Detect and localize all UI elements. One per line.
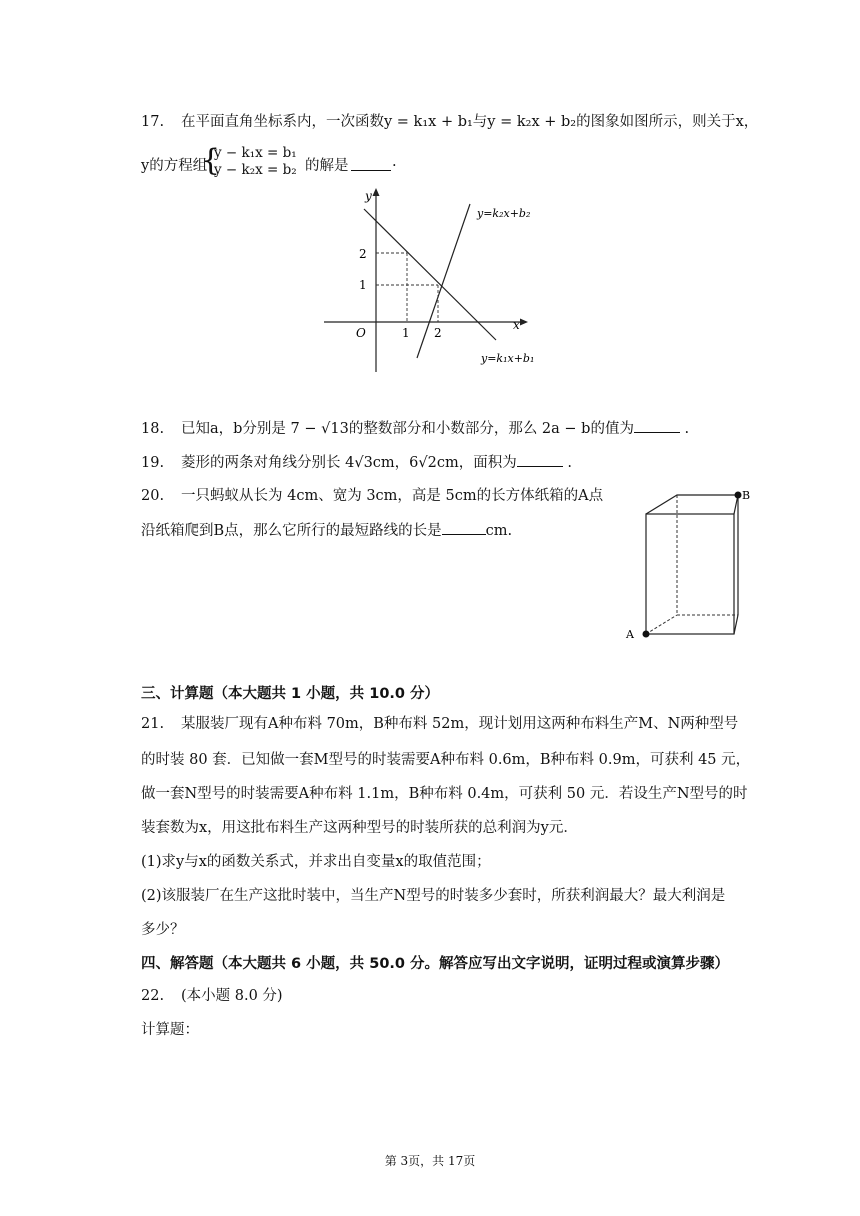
y-axis-label: y — [365, 189, 372, 203]
front-face — [646, 514, 734, 634]
q21-number: 21. — [141, 716, 165, 732]
linear-functions-graph — [320, 182, 540, 378]
q20-line2-end: cm. — [485, 523, 513, 539]
q22-number: 22. — [141, 988, 165, 1004]
q20-number: 20. — [141, 488, 165, 504]
system-eq2: y − k₂x = b₂ — [214, 162, 297, 178]
section4-heading: 四、解答题（本大题共 6 小题，共 50.0 分。解答应写出文字说明，证明过程或演算步骤） — [141, 956, 730, 972]
point-a — [643, 631, 650, 638]
q22-text: 计算题： — [141, 1022, 199, 1038]
q20-answer-blank — [442, 520, 486, 535]
label-a: A — [626, 628, 634, 641]
page-footer: 第 3页，共 17页 — [384, 1154, 476, 1168]
label-b: B — [742, 489, 751, 502]
q21-part1: (1)求y与x的函数关系式，并求出自变量x的取值范围； — [141, 854, 491, 870]
q22-header — [141, 986, 283, 1006]
x-axis-arrow — [520, 319, 528, 326]
line2-label: y=k₂x+b₂ — [477, 207, 531, 220]
q17-line2-prefix: y的方程组 — [141, 158, 208, 174]
q21-line3: 做一套N型号的时装需要A种布料 1.1m，B种布料 0.4m，可获利 50 元．若设生产N型号的时 — [141, 786, 748, 802]
q18 — [141, 418, 689, 439]
q17-number: 17. — [141, 114, 165, 130]
q21-line4: 装套数为x，用这批布料生产这两种型号的时装所获的总利润为y元． — [141, 820, 578, 836]
x-tick-1: 1 — [402, 326, 410, 340]
q21-line2: 的时装 80 套．已知做一套M型号的时装需要A种布料 0.6m，B种布料 0.9m，可获利 45 元， — [141, 752, 751, 768]
x-axis-label: x — [513, 318, 520, 332]
q20-text-line2: 沿纸箱爬到B点，那么它所行的最短路线的长是 — [141, 523, 442, 539]
q19-text: 菱形的两条对角线分别长 4√3cm，6√2cm，面积为 — [181, 455, 517, 471]
q18-answer-blank — [634, 418, 680, 433]
y-axis-arrow — [373, 188, 380, 196]
q20-text-line1: 一只蚂蚁从长为 4cm、宽为 3cm，高是 5cm的长方体纸箱的A点 — [181, 488, 604, 504]
q18-text: 已知a，b分别是 7 − √13的整数部分和小数部分，那么 2a − b的值为 — [181, 421, 634, 437]
line-k2-b2 — [417, 204, 470, 358]
q21-part2-line2: 多少？ — [141, 922, 185, 938]
q21-line1 — [141, 714, 738, 734]
q21-part2-line1: (2)该服装厂在生产这批时装中，当生产N型号的时装多少套时，所获利润最大？最大利润是 — [141, 888, 726, 904]
y-tick-1: 1 — [359, 278, 367, 292]
system-brace: { — [201, 143, 221, 178]
x-tick-2: 2 — [434, 326, 442, 340]
q21-text-line1: 某服装厂现有A种布料 70m，B种布料 52m，现计划用这两种布料生产M、N两种型号 — [181, 716, 739, 732]
q18-number: 18. — [141, 421, 165, 437]
cuboid-diagram — [620, 484, 760, 644]
origin-label: O — [356, 326, 366, 340]
line1-label: y=k₁x+b₁ — [481, 352, 535, 365]
q17-line2-end: . — [392, 154, 397, 170]
q20-line1 — [141, 486, 603, 506]
y-tick-2: 2 — [359, 247, 367, 261]
q19 — [141, 452, 572, 473]
section3-heading: 三、计算题（本大题共 1 小题，共 10.0 分） — [141, 686, 440, 702]
q17-line1 — [141, 112, 758, 132]
q17-text-line1: 在平面直角坐标系内，一次函数y = k₁x + b₁与y = k₂x + b₂的图象如图所示，则关于x， — [181, 114, 759, 130]
q17-answer-blank — [351, 156, 391, 171]
q19-end: . — [562, 455, 572, 471]
q17-line2-suffix: 的解是 — [305, 158, 349, 174]
q19-answer-blank — [517, 452, 563, 467]
q20-line2 — [141, 520, 512, 541]
q22-score: (本小题 8.0 分) — [181, 988, 283, 1004]
q18-end: . — [679, 421, 690, 437]
hidden-depth-edge — [646, 615, 677, 634]
point-b — [735, 492, 742, 499]
top-face-edges — [646, 495, 738, 514]
system-eq1: y − k₁x = b₁ — [214, 145, 297, 161]
q19-number: 19. — [141, 455, 165, 471]
